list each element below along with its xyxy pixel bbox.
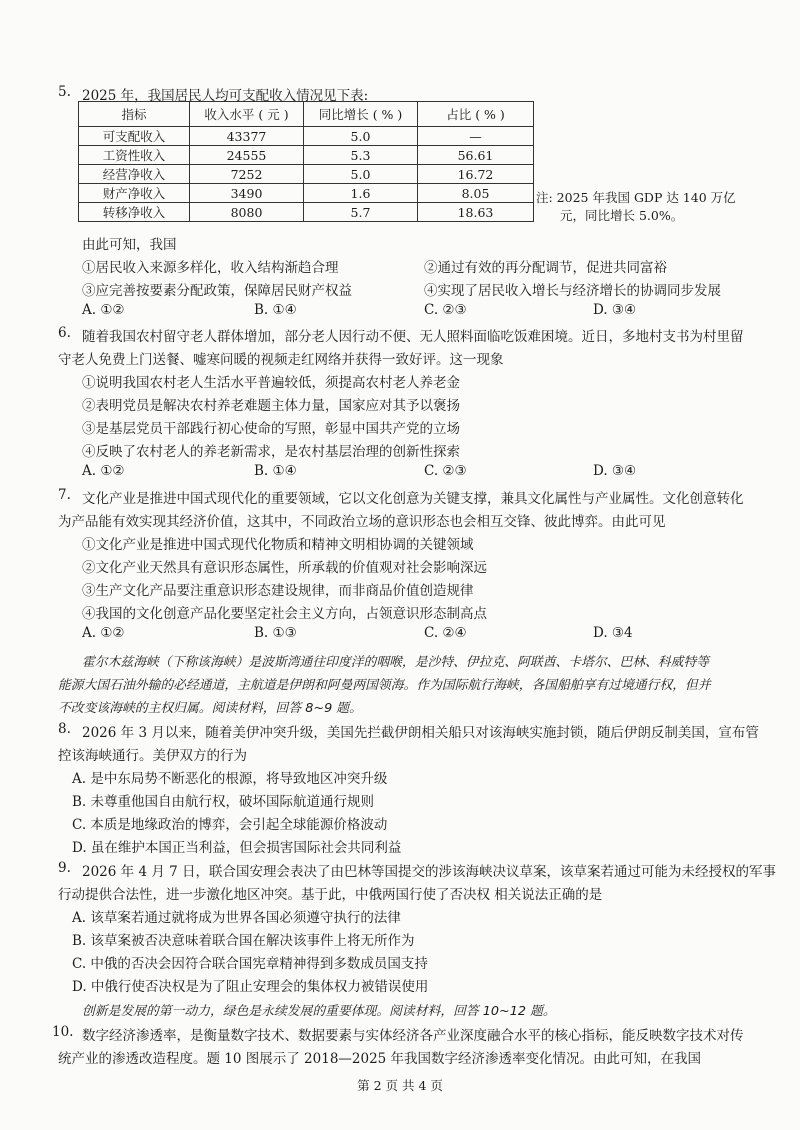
statement-3: ③生产文化产品要注重意识形态建设规律，而非商品价值创造规律: [82, 583, 474, 599]
option-c[interactable]: C. 中俄的否决会因符合联合国宪章精神得到多数成员国支持: [72, 956, 428, 972]
table-cell: 转移净收入: [79, 203, 190, 222]
question-stem: 2025 年，我国居民人均可支配收入情况见下表:: [82, 88, 369, 104]
table-cell: 经营净收入: [79, 165, 190, 184]
option-b[interactable]: B. 未尊重他国自由航行权，破坏国际航道通行规则: [72, 794, 375, 810]
table-cell: 5.0: [304, 127, 418, 146]
income-table: [78, 101, 534, 222]
table-row: [79, 184, 534, 203]
table-cell: 16.72: [418, 165, 534, 184]
table-cell: 8.05: [418, 184, 534, 203]
table-cell: 7252: [190, 165, 304, 184]
statement-1: ①文化产业是推进中国式现代化物质和精神文明相协调的关键领域: [82, 537, 474, 553]
table-row: [79, 127, 534, 146]
table-cell: 43377: [190, 127, 304, 146]
option-a[interactable]: A. 该草案若通过就将成为世界各国必须遵守执行的法律: [72, 910, 401, 926]
question-stem: 守老人免费上门送餐、嘘寒问暖的视频走红网络并获得一致好评。这一现象: [58, 352, 504, 368]
option-d[interactable]: D. 中俄行使否决权是为了阻止安理会的集体权力被错误使用: [72, 979, 429, 995]
question-stem: 随着我国农村留守老人群体增加，部分老人因行动不便、无人照料面临吃饭难困境。近日，多地村支书为村里留: [82, 329, 744, 345]
table-cell: 18.63: [418, 203, 534, 222]
table-note: 元，同比增长 5.0%。: [560, 208, 684, 223]
question-stem: 统产业的渗透改造程度。题 10 图展示了 2018—2025 年我国数字经济渗透率变化情况。由此可知，在我国: [58, 1051, 702, 1067]
statement-2: ②表明党员是解决农村养老难题主体力量，国家应对其予以褒扬: [82, 398, 460, 414]
statement-1: ①居民收入来源多样化，收入结构渐趋合理: [82, 260, 339, 276]
table-cell: 财产净收入: [79, 184, 190, 203]
material-text: 能源大国石油外输的必经通道，主航道是伊朗和阿曼两国领海。作为国际航行海峡，各国船舶享有过境通行权，但并: [58, 678, 711, 693]
question-number: 9.: [58, 860, 71, 876]
choice-d[interactable]: D. ③④: [593, 302, 637, 318]
question-number: 5.: [58, 84, 71, 100]
question-stem: 控该海峡通行。美伊双方的行为: [58, 748, 247, 764]
question-stem: 文化产业是推进中国式现代化的重要领域，它以文化创意为关键支撑，兼具文化属性与产业属性。文化创意转化: [82, 491, 744, 507]
choice-a[interactable]: A. ①②: [82, 463, 125, 479]
choice-a[interactable]: A. ①②: [82, 625, 125, 641]
material-text: 创新是发展的第一动力，绿色是永续发展的重要体现。阅读材料，回答 10~12 题。: [82, 1004, 556, 1019]
table-cell: 5.3: [304, 146, 418, 165]
table-cell: 5.7: [304, 203, 418, 222]
question-number: 8.: [58, 721, 71, 737]
material-text: 霍尔木兹海峡（下称该海峡）是波斯湾通往印度洋的咽喉，是沙特、伊拉克、阿联酋、卡塔尔、巴林、科威特等: [82, 655, 710, 670]
question-lead: 由此可知，我国: [82, 237, 177, 253]
choice-d[interactable]: D. ③④: [593, 463, 637, 479]
question-stem: 为产品能有效实现其经济价值，这其中，不同政治立场的意识形态也会相互交锋、彼此博弈。由此可见: [58, 514, 666, 530]
question-stem: 2026 年 4 月 7 日，联合国安理会表决了由巴林等国提交的涉该海峡决议草案，该草案若通过可能为未经授权的军事: [82, 864, 776, 880]
question-number: 10.: [52, 1024, 74, 1040]
table-cell: 可支配收入: [79, 127, 190, 146]
table-cell: 工资性收入: [79, 146, 190, 165]
table-note: 注: 2025 年我国 GDP 达 140 万亿: [536, 190, 736, 205]
table-cell: 8080: [190, 203, 304, 222]
choice-b[interactable]: B. ①④: [254, 463, 297, 479]
statement-3: ③是基层党员干部践行初心使命的写照，彰显中国共产党的立场: [82, 421, 460, 437]
question-stem: 行动提供合法性，进一步激化地区冲突。基于此，中俄两国行使了否决权 相关说法正确的是: [58, 887, 603, 903]
table-cell: 5.0: [304, 165, 418, 184]
table-cell: 3490: [190, 184, 304, 203]
table-row: [79, 146, 534, 165]
page-footer: 第 2 页 共 4 页: [357, 1078, 443, 1093]
table-cell: 56.61: [418, 146, 534, 165]
table-header-cell: 收入水平 ( 元 ): [190, 102, 304, 127]
choice-c[interactable]: C. ②③: [424, 302, 467, 318]
choice-c[interactable]: C. ②③: [424, 463, 467, 479]
option-d[interactable]: D. 虽在维护本国正当利益，但会损害国际社会共同利益: [72, 840, 402, 856]
choice-a[interactable]: A. ①②: [82, 302, 125, 318]
table-cell: —: [418, 127, 534, 146]
statement-2: ②通过有效的再分配调节，促进共同富裕: [424, 260, 667, 276]
table-row: [79, 165, 534, 184]
statement-4: ④我国的文化创意产品化要坚定社会主义方向，占领意识形态制高点: [82, 606, 487, 622]
statement-2: ②文化产业天然具有意识形态属性，所承载的价值观对社会影响深远: [82, 560, 487, 576]
choice-b[interactable]: B. ①④: [254, 302, 297, 318]
table-header-cell: 占比 ( % ): [418, 102, 534, 127]
table-header-row: [79, 102, 534, 127]
choice-b[interactable]: B. ①③: [254, 625, 297, 641]
question-number: 7.: [58, 487, 71, 503]
statement-1: ①说明我国农村老人生活水平普遍较低，须提高农村老人养老金: [82, 375, 460, 391]
option-a[interactable]: A. 是中东局势不断恶化的根源，将导致地区冲突升级: [72, 771, 388, 787]
choice-d[interactable]: D. ③4: [593, 625, 633, 641]
question-stem: 数字经济渗透率，是衡量数字技术、数据要素与实体经济各产业深度融合水平的核心指标，能反映数字技术对传: [82, 1028, 744, 1044]
table-header-cell: 指标: [79, 102, 190, 127]
question-number: 6.: [58, 325, 71, 341]
option-b[interactable]: B. 该草案被否决意味着联合国在解决该事件上将无所作为: [72, 933, 415, 949]
statement-3: ③应完善按要素分配政策，保障居民财产权益: [82, 283, 352, 299]
choice-c[interactable]: C. ②④: [424, 625, 467, 641]
table-row: [79, 203, 534, 222]
table-header-cell: 同比增长 ( % ): [304, 102, 418, 127]
table-cell: 1.6: [304, 184, 418, 203]
table-cell: 24555: [190, 146, 304, 165]
statement-4: ④实现了居民收入增长与经济增长的协调同步发展: [424, 283, 721, 299]
material-text: 不改变该海峡的主权归属。阅读材料，回答 8~9 题。: [58, 701, 362, 716]
question-stem: 2026 年 3 月以来，随着美伊冲突升级，美国先拦截伊朗相关船只对该海峡实施封锁，随后伊朗反制美国，宣布管: [82, 725, 759, 741]
statement-4: ④反映了农村老人的养老新需求，是农村基层治理的创新性探索: [82, 444, 460, 460]
option-c[interactable]: C. 本质是地缘政治的博弈，会引起全球能源价格波动: [72, 817, 388, 833]
